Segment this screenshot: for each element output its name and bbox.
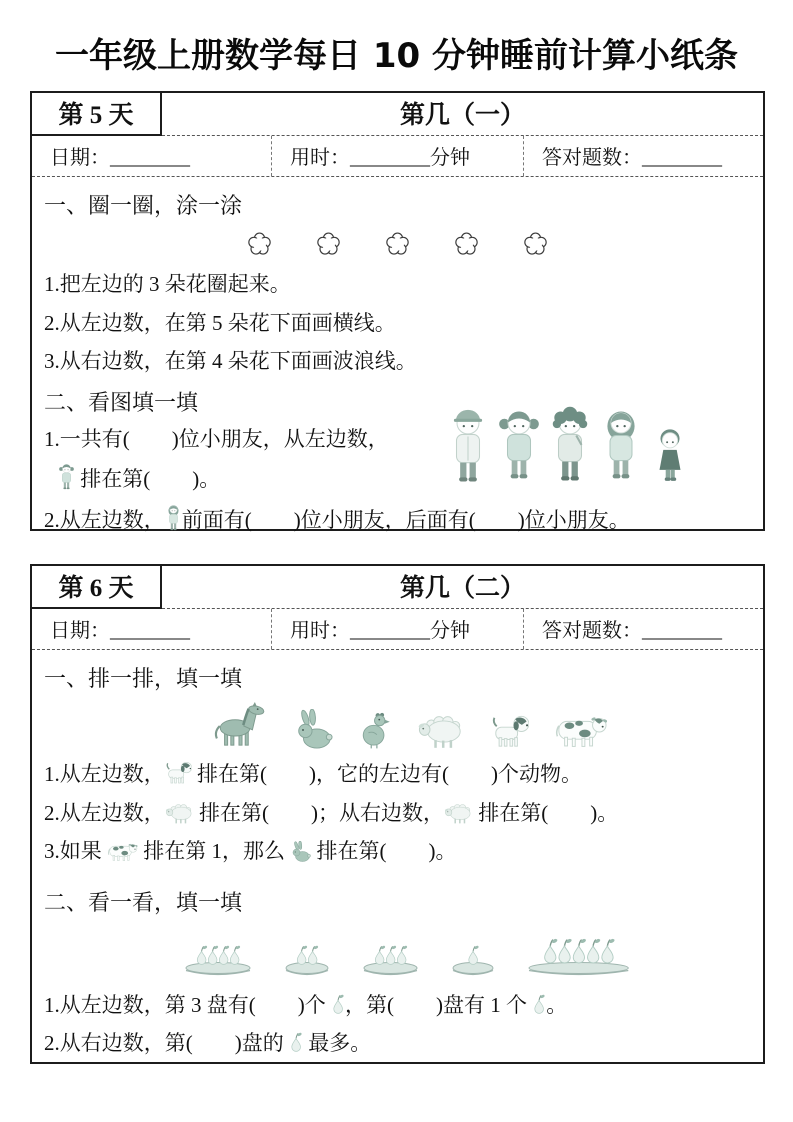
question-text: 最多。 (308, 1031, 372, 1055)
boy-hat-icon (445, 404, 491, 490)
dog-icon (491, 713, 529, 749)
horse-icon (209, 701, 267, 749)
question (44, 503, 751, 537)
question-text: 排在第( )。 (80, 467, 221, 491)
question: 3.从右边数，在第 4 朵花下面画波浪线。 (44, 349, 417, 373)
question-text: 排在第 1，那么 (138, 839, 291, 863)
sheep-icon (444, 803, 473, 824)
date-field (32, 609, 272, 649)
question: 1.把左边的 3 朵花圈起来。 (44, 272, 291, 296)
question-text: 排在第( )。 (478, 800, 619, 825)
score-label: 答对题数： (542, 620, 642, 642)
page-title: 一年级上册数学每日 10 分钟睡前计算小纸条 (55, 36, 738, 76)
girl-pigtails-icon (496, 404, 542, 490)
flower-icon (315, 230, 342, 257)
worksheet-day5-title-row (32, 93, 763, 136)
time-field (272, 136, 524, 176)
plates-row (44, 929, 751, 980)
pear-icon (289, 1032, 303, 1053)
worksheet-day6 (30, 564, 765, 1064)
worksheet-title: 第几（二） (162, 566, 763, 609)
date-field (32, 136, 272, 176)
meta-row (32, 609, 763, 650)
time-label: 用时： (290, 620, 350, 642)
plate-with-pears (283, 929, 331, 980)
question (44, 836, 751, 868)
question-text: 排在第( )，它的左边有( )个动物。 (197, 762, 582, 786)
question: 2.从左边数，在第 5 朵花下面画横线。 (44, 310, 396, 335)
worksheet-day5 (30, 91, 765, 531)
rabbit-icon (290, 841, 311, 862)
plate-with-pears (526, 929, 631, 980)
children-illustration (445, 404, 691, 490)
question-text: 2.从左边数， (44, 507, 165, 532)
section2-heading: 二、看一看，填一填 (44, 889, 243, 915)
question-text: 1.从左边数，第 3 盘有( )个 (44, 992, 326, 1017)
score-field (524, 609, 763, 649)
sheep-icon (165, 803, 194, 824)
question-text: 排在第( )；从右边数， (199, 800, 444, 825)
question-text: 。 (546, 992, 568, 1017)
date-blank: ________ (110, 147, 190, 169)
time-field (272, 609, 524, 649)
pear-icon (331, 994, 345, 1015)
flower-icon (246, 230, 273, 257)
section2 (44, 386, 751, 537)
date-label: 日期： (50, 620, 110, 642)
time-label: 用时： (290, 147, 350, 169)
flower-icon (453, 230, 480, 257)
girl-long-icon (598, 404, 644, 490)
flowers-row (44, 230, 751, 257)
plate-with-pears (361, 929, 420, 980)
worksheet-day6-content (32, 650, 763, 1060)
section2-heading: 二、看图填一填 (44, 389, 199, 415)
section1-heading: 一、圈一圈，涂一涂 (44, 193, 243, 218)
cow-icon (555, 714, 607, 749)
question-text: 排在第( )。 (311, 839, 457, 863)
time-blank: ________ (350, 147, 430, 169)
score-blank: ________ (642, 147, 722, 169)
day-label: 第 5 天 (32, 93, 162, 136)
meta-row (32, 136, 763, 177)
plate-with-pears (183, 929, 253, 980)
girl-small-icon (649, 404, 691, 490)
question (44, 759, 751, 791)
rabbit-icon (293, 709, 333, 749)
question-text: 1.一共有( )位小朋友，从左边数， (44, 426, 389, 451)
day-label: 第 6 天 (32, 566, 162, 609)
girl-pigtails-icon (58, 462, 75, 493)
plate-with-pears (450, 929, 496, 980)
score-field (524, 136, 763, 176)
worksheet-day6-title-row (32, 566, 763, 609)
question-text: 2.从右边数，第( )盘的 (44, 1031, 284, 1055)
chicken-icon (359, 711, 391, 749)
flower-icon (522, 230, 549, 257)
date-label: 日期： (50, 147, 110, 169)
worksheet-day5-content (32, 177, 763, 536)
cow-icon (107, 842, 138, 862)
time-blank: ________ (350, 620, 430, 642)
score-label: 答对题数： (542, 147, 642, 169)
pear-icon (532, 994, 546, 1015)
question-text: 前面有( )位小朋友，后面有( )位小朋友。 (181, 507, 630, 532)
question-text: 1.从左边数， (44, 762, 165, 786)
question (44, 990, 751, 1022)
question-text: 2.从左边数， (44, 800, 165, 825)
question-text: ，第( )盘有 1 个 (345, 992, 527, 1017)
minutes-label: 分钟 (430, 147, 470, 169)
date-blank: ________ (110, 620, 190, 642)
question (44, 1028, 751, 1060)
section1-heading: 一、排一排，填一填 (44, 666, 243, 691)
animals-row (44, 701, 751, 749)
dog-icon (165, 760, 192, 785)
worksheet-title: 第几（一） (162, 93, 763, 136)
question (44, 798, 751, 830)
minutes-label: 分钟 (430, 620, 470, 642)
sheep-icon (417, 714, 465, 749)
flower-icon (384, 230, 411, 257)
question-text: 3.如果 (44, 839, 107, 863)
boy-curly-icon (547, 404, 593, 490)
girl-long-icon (165, 503, 182, 534)
score-blank: ________ (642, 620, 722, 642)
